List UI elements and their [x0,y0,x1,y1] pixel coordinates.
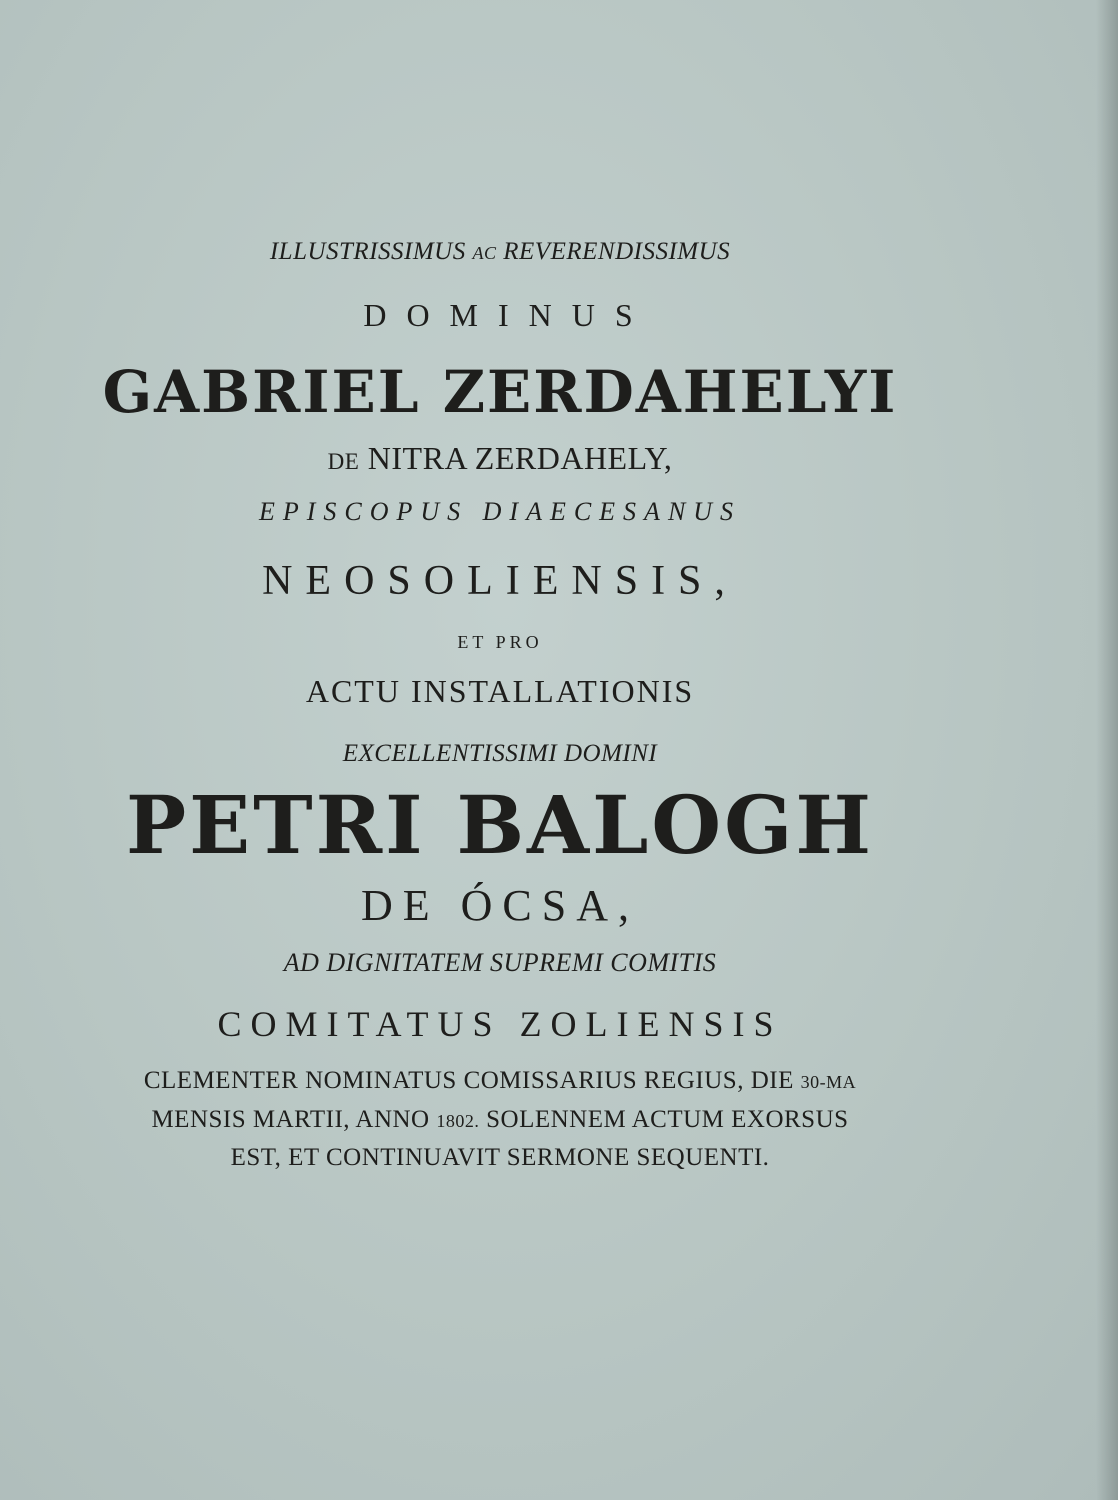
origin-place: NITRA ZERDAHELY, [367,440,673,476]
subject-honorific-line: EXCELLENTISSIMI DOMINI [342,740,658,767]
subject-name: PETRI BALOGH [126,778,874,872]
closing-line-1-text: CLEMENTER NOMINATUS COMISSARIUS REGIUS, DIE [143,1067,794,1094]
closing-line-2-year: 1802. [436,1111,480,1131]
honorific-line [0,238,1000,266]
closing-line-2-text-b: SOLENNEM ACTUM EXORSUS [486,1106,849,1133]
honorific-word-1: ILLUSTRISSIMUS [269,238,466,265]
closing-line-2-text-a: MENSIS MARTII, ANNO [151,1106,430,1133]
honorific-word-2: REVERENDISSIMUS [503,238,731,265]
conjunction-line: ET PRO [457,632,543,652]
author-office-line: EPISCOPUS DIAECESANUS [258,497,742,526]
dominus-line: DOMINUS [363,297,653,333]
occasion-line: ACTU INSTALLATIONIS [305,673,695,709]
closing-line-3: EST, ET CONTINUAVIT SERMONE SEQUENTI. [230,1144,770,1171]
closing-line-2 [0,1106,1000,1134]
origin-preposition: DE [327,448,360,474]
author-name: GABRIEL ZERDAHELYI [102,358,898,426]
honorific-conjunction: AC [472,243,497,263]
diocese-line: NEOSOLIENSIS, [262,558,738,604]
closing-line-1 [0,1067,1000,1095]
dignity-line: AD DIGNITATEM SUPREMI COMITIS [283,948,717,977]
author-origin-line [0,440,1000,477]
closing-line-1-date: 30-MA [800,1072,857,1092]
subject-origin-line: DE ÓCSA, [360,881,640,930]
county-line: COMITATUS ZOLIENSIS [217,1004,783,1044]
